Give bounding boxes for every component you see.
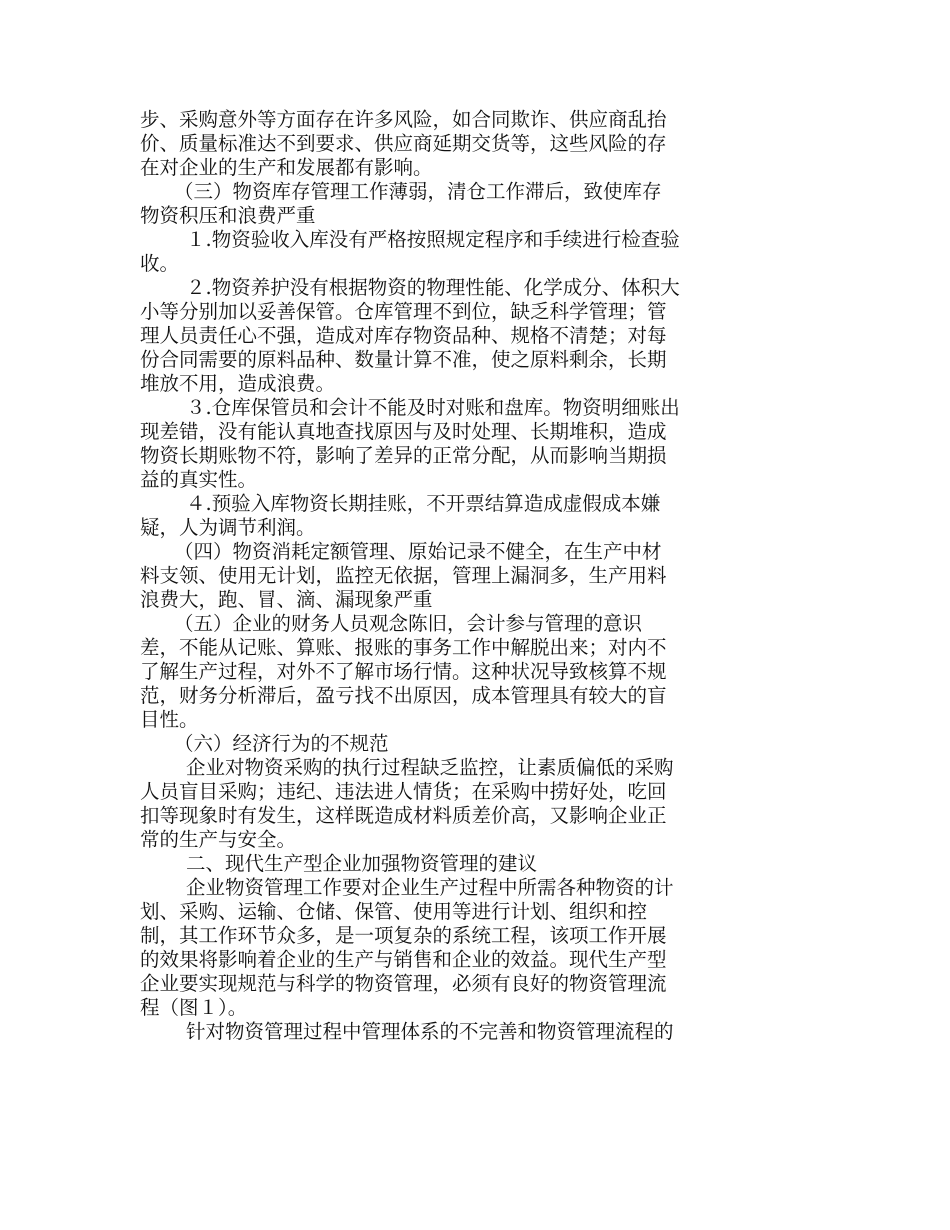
section-heading-4: （四）物资消耗定额管理、原始记录不健全，在生产中材 [174,540,662,563]
text-line: 目性。 [140,708,199,731]
text-line: 的效果将影响着企业的生产与销售和企业的效益。现代生产型 [140,948,667,971]
text-line: 收。 [140,252,180,275]
text-line: 价、质量标准达不到要求、供应商延期交货等，这些风险的存 [140,132,667,155]
section-heading-5: （五）企业的财务人员观念陈旧，会计参与管理的意识 [174,612,643,635]
section-heading-3: （三）物资库存管理工作薄弱，清仓工作滞后，致使库存 [174,180,662,203]
text-line: 料支领、使用无计划，监控无依据，管理上漏洞多，生产用料 [140,564,667,587]
text-line: 常的生产与安全。 [140,828,297,851]
text-line: 理人员责任心不强，造成对库存物资品种、规格不清楚；对每 [140,324,667,347]
text-line: 差，不能从记账、算账、报账的事务工作中解脱出来；对内不 [140,636,667,659]
text-line: 划、采购、运输、仓储、保管、使用等进行计划、组织和控 [140,900,648,923]
text-line: 小等分别加以妥善保管。仓库管理不到位，缺乏科学管理；管 [140,300,667,323]
text-line: 浪费大，跑、冒、滴、漏现象严重 [140,588,433,611]
section-heading-6: （六）经济行为的不规范 [174,732,389,755]
text-line: 堆放不用，造成浪费。 [140,372,336,395]
text-line: 物资积压和浪费严重 [140,204,316,227]
text-line: １.物资验收入库没有严格按照规定程序和手续进行检查验 [186,228,680,251]
section-heading-2: 二、现代生产型企业加强物资管理的建议 [186,852,538,875]
text-line: 疑，人为调节利润。 [140,516,316,539]
text-line: 企业物资管理工作要对企业生产过程中所需各种物资的计 [186,876,674,899]
text-line: ４.预验入库物资长期挂账，不开票结算造成虚假成本嫌 [186,492,661,515]
text-line: ２.物资养护没有根据物资的物理性能、化学成分、体积大 [186,276,680,299]
text-line: ３.仓库保管员和会计不能及时对账和盘库。物资明细账出 [186,396,680,419]
text-line: 人员盲目采购；违纪、违法进人情货；在采购中捞好处，吃回 [140,780,667,803]
text-line: 程（图１）。 [140,996,248,1019]
text-line: 益的真实性。 [140,468,258,491]
text-line: 份合同需要的原料品种、数量计算不准，使之原料剩余，长期 [140,348,667,371]
text-line: 企业要实现规范与科学的物资管理，必须有良好的物资管理流 [140,972,667,995]
text-line: 企业对物资采购的执行过程缺乏监控，让素质偏低的采购 [186,756,674,779]
text-line: 在对企业的生产和发展都有影响。 [140,156,433,179]
text-line: 制，其工作环节众多，是一项复杂的系统工程，该项工作开展 [140,924,667,947]
text-line: 现差错，没有能认真地查找原因与及时处理、长期堆积，造成 [140,420,667,443]
text-line: 针对物资管理过程中管理体系的不完善和物资管理流程的 [186,1020,674,1043]
document-body [140,108,740,1044]
text-line: 扣等现象时有发生，这样既造成材料质差价高，又影响企业正 [140,804,667,827]
text-line: 范，财务分析滞后，盈亏找不出原因，成本管理具有较大的盲 [140,684,667,707]
text-line: 物资长期账物不符，影响了差异的正常分配，从而影响当期损 [140,444,667,467]
text-line: 步、采购意外等方面存在许多风险，如合同欺诈、供应商乱抬 [140,108,667,131]
text-line: 了解生产过程，对外不了解市场行情。这种状况导致核算不规 [140,660,667,683]
